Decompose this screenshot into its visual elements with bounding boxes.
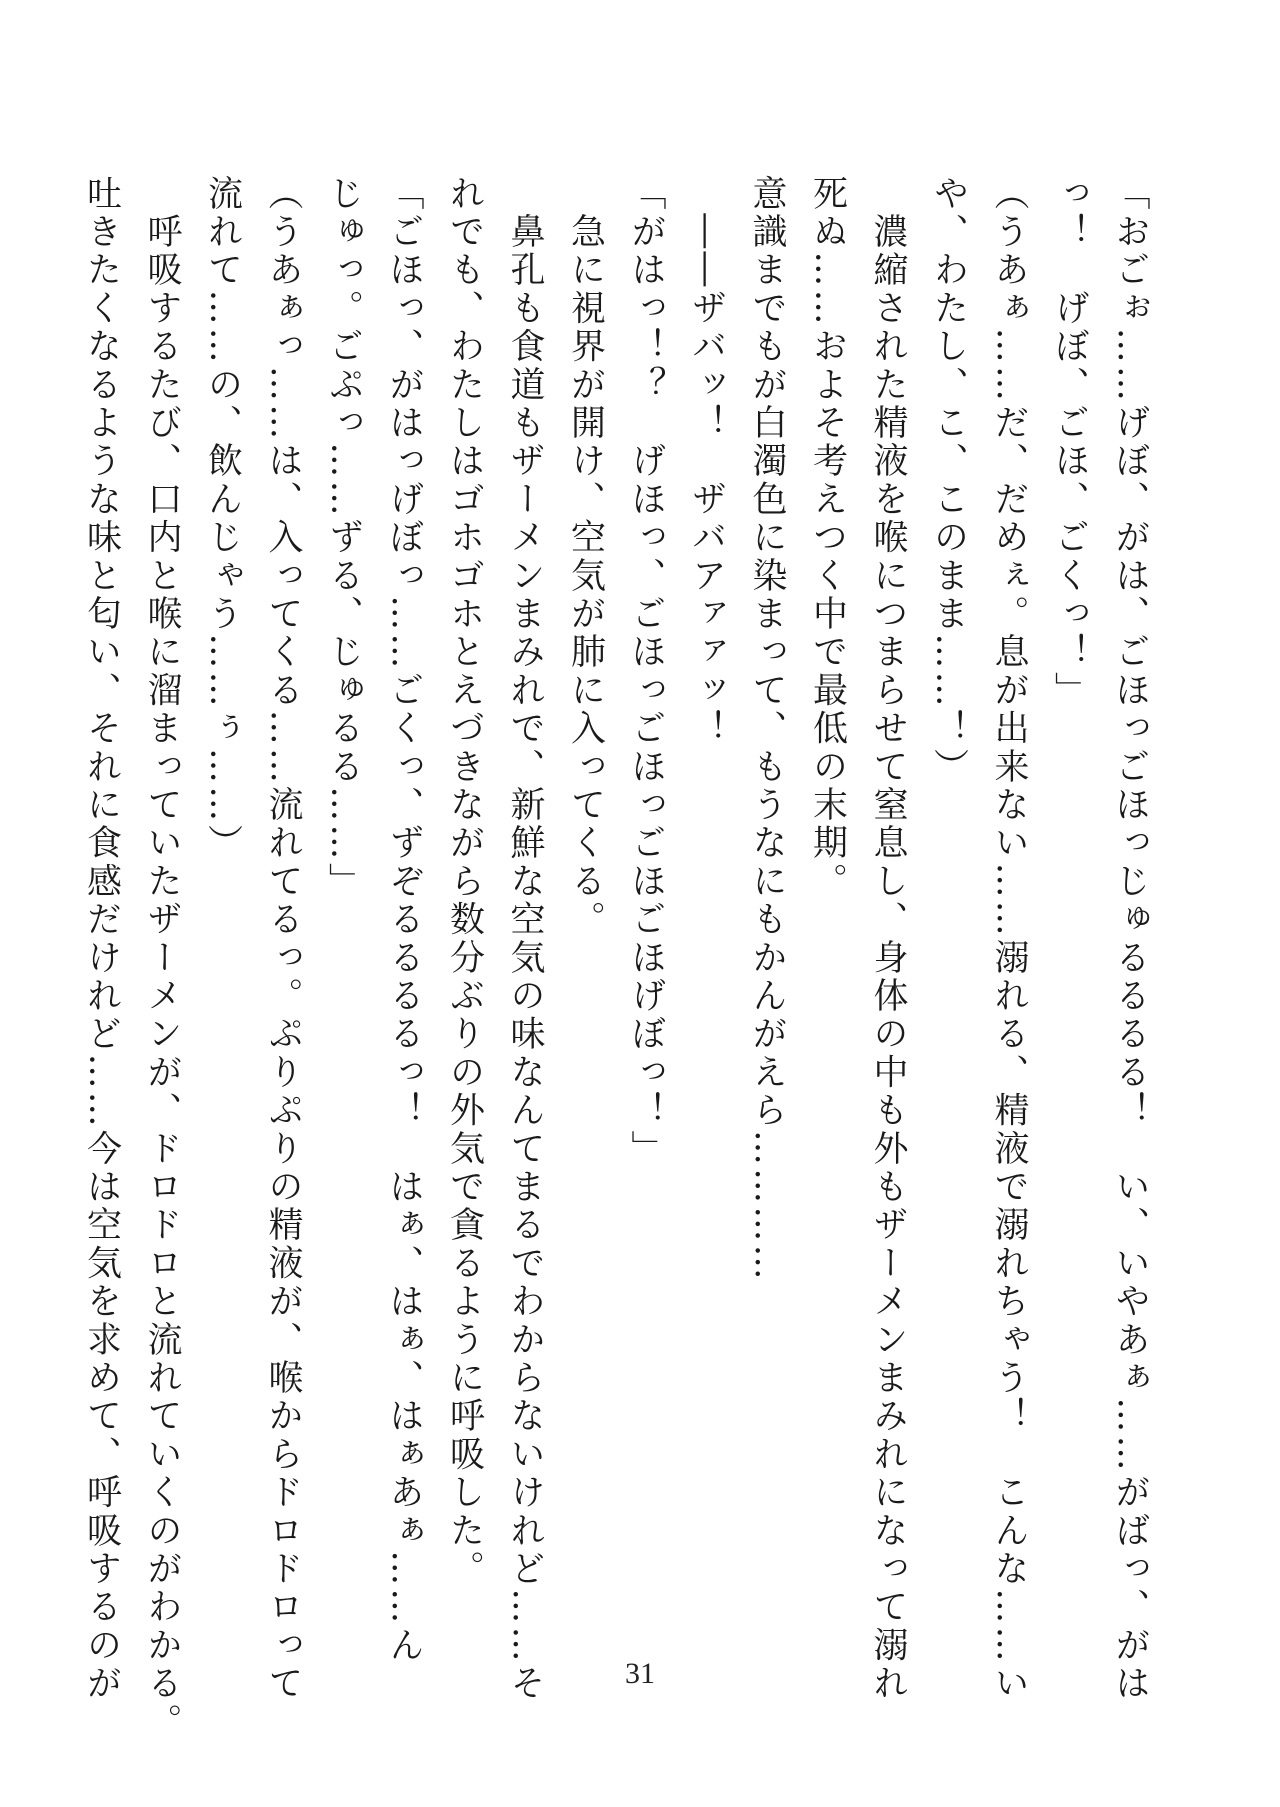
text-line: 「おごぉ……げぼ、がは、ごほっごほっじゅるるるる！ い、いやあぁ……がばっ、がは [1110, 175, 1150, 1703]
text-line: や、わたし、こ、このまま……！） [928, 175, 969, 787]
text-line: れでも、わたしはゴホゴホとえづきながら数分ぶりの外気で貪るように呼吸した。 [444, 175, 485, 1589]
text-line: じゅっ。ごぷっ……ずる、じゅるる……」 [323, 175, 364, 901]
text-line: 吐きたくなるような味と匂い、それに食感だけれど……今は空気を求めて、呼吸するのが [81, 175, 122, 1703]
text-line: 意識までもが白濁色に染まって、もうなにもかんがえら………… [747, 175, 787, 1283]
text-line: ――ザバッ！ ザバアァァッ！ [686, 175, 727, 748]
text-line: 濃縮された精液を喉につまらせて窒息し、身体の中も外もザーメンまみれになって溺れ [868, 175, 908, 1703]
text-line: （うあぁ……だ、だめぇ。息が出来ない……溺れる、精液で溺れちゃう！ こんな……い [989, 175, 1029, 1703]
text-line: 「ごほっ、がはっげぼっ……ごくっ、ずぞるるるるっ！ はぁ、はぁ、はぁあぁ……ん [384, 175, 424, 1665]
text-line: 急に視界が開け、空気が肺に入ってくる。 [565, 175, 606, 939]
page-number: 31 [625, 1657, 655, 1690]
text-line: 流れて……の、飲んじゃう……ぅ……） [202, 175, 243, 863]
text-line: 死ぬ……およそ考えつく中で最低の末期。 [807, 175, 848, 901]
text-line: 「がはっ！？ げほっ、ごほっごほっごほごほげぼっ！」 [626, 175, 666, 1169]
text-line: っ！ げぼ、ごほ、ごくっ！」 [1049, 175, 1090, 710]
text-line: （うあぁっ……は、入ってくる……流れてるっ。ぷりぷりの精液が、喉からドロドロって [263, 175, 303, 1703]
text-line: 呼吸するたび、口内と喉に溜まっていたザーメンが、ドロドロと流れていくのがわかる。 [142, 175, 182, 1742]
text-line: 鼻孔も食道もザーメンまみれで、新鮮な空気の味なんてまるでわからないけれど……そ [505, 175, 545, 1703]
